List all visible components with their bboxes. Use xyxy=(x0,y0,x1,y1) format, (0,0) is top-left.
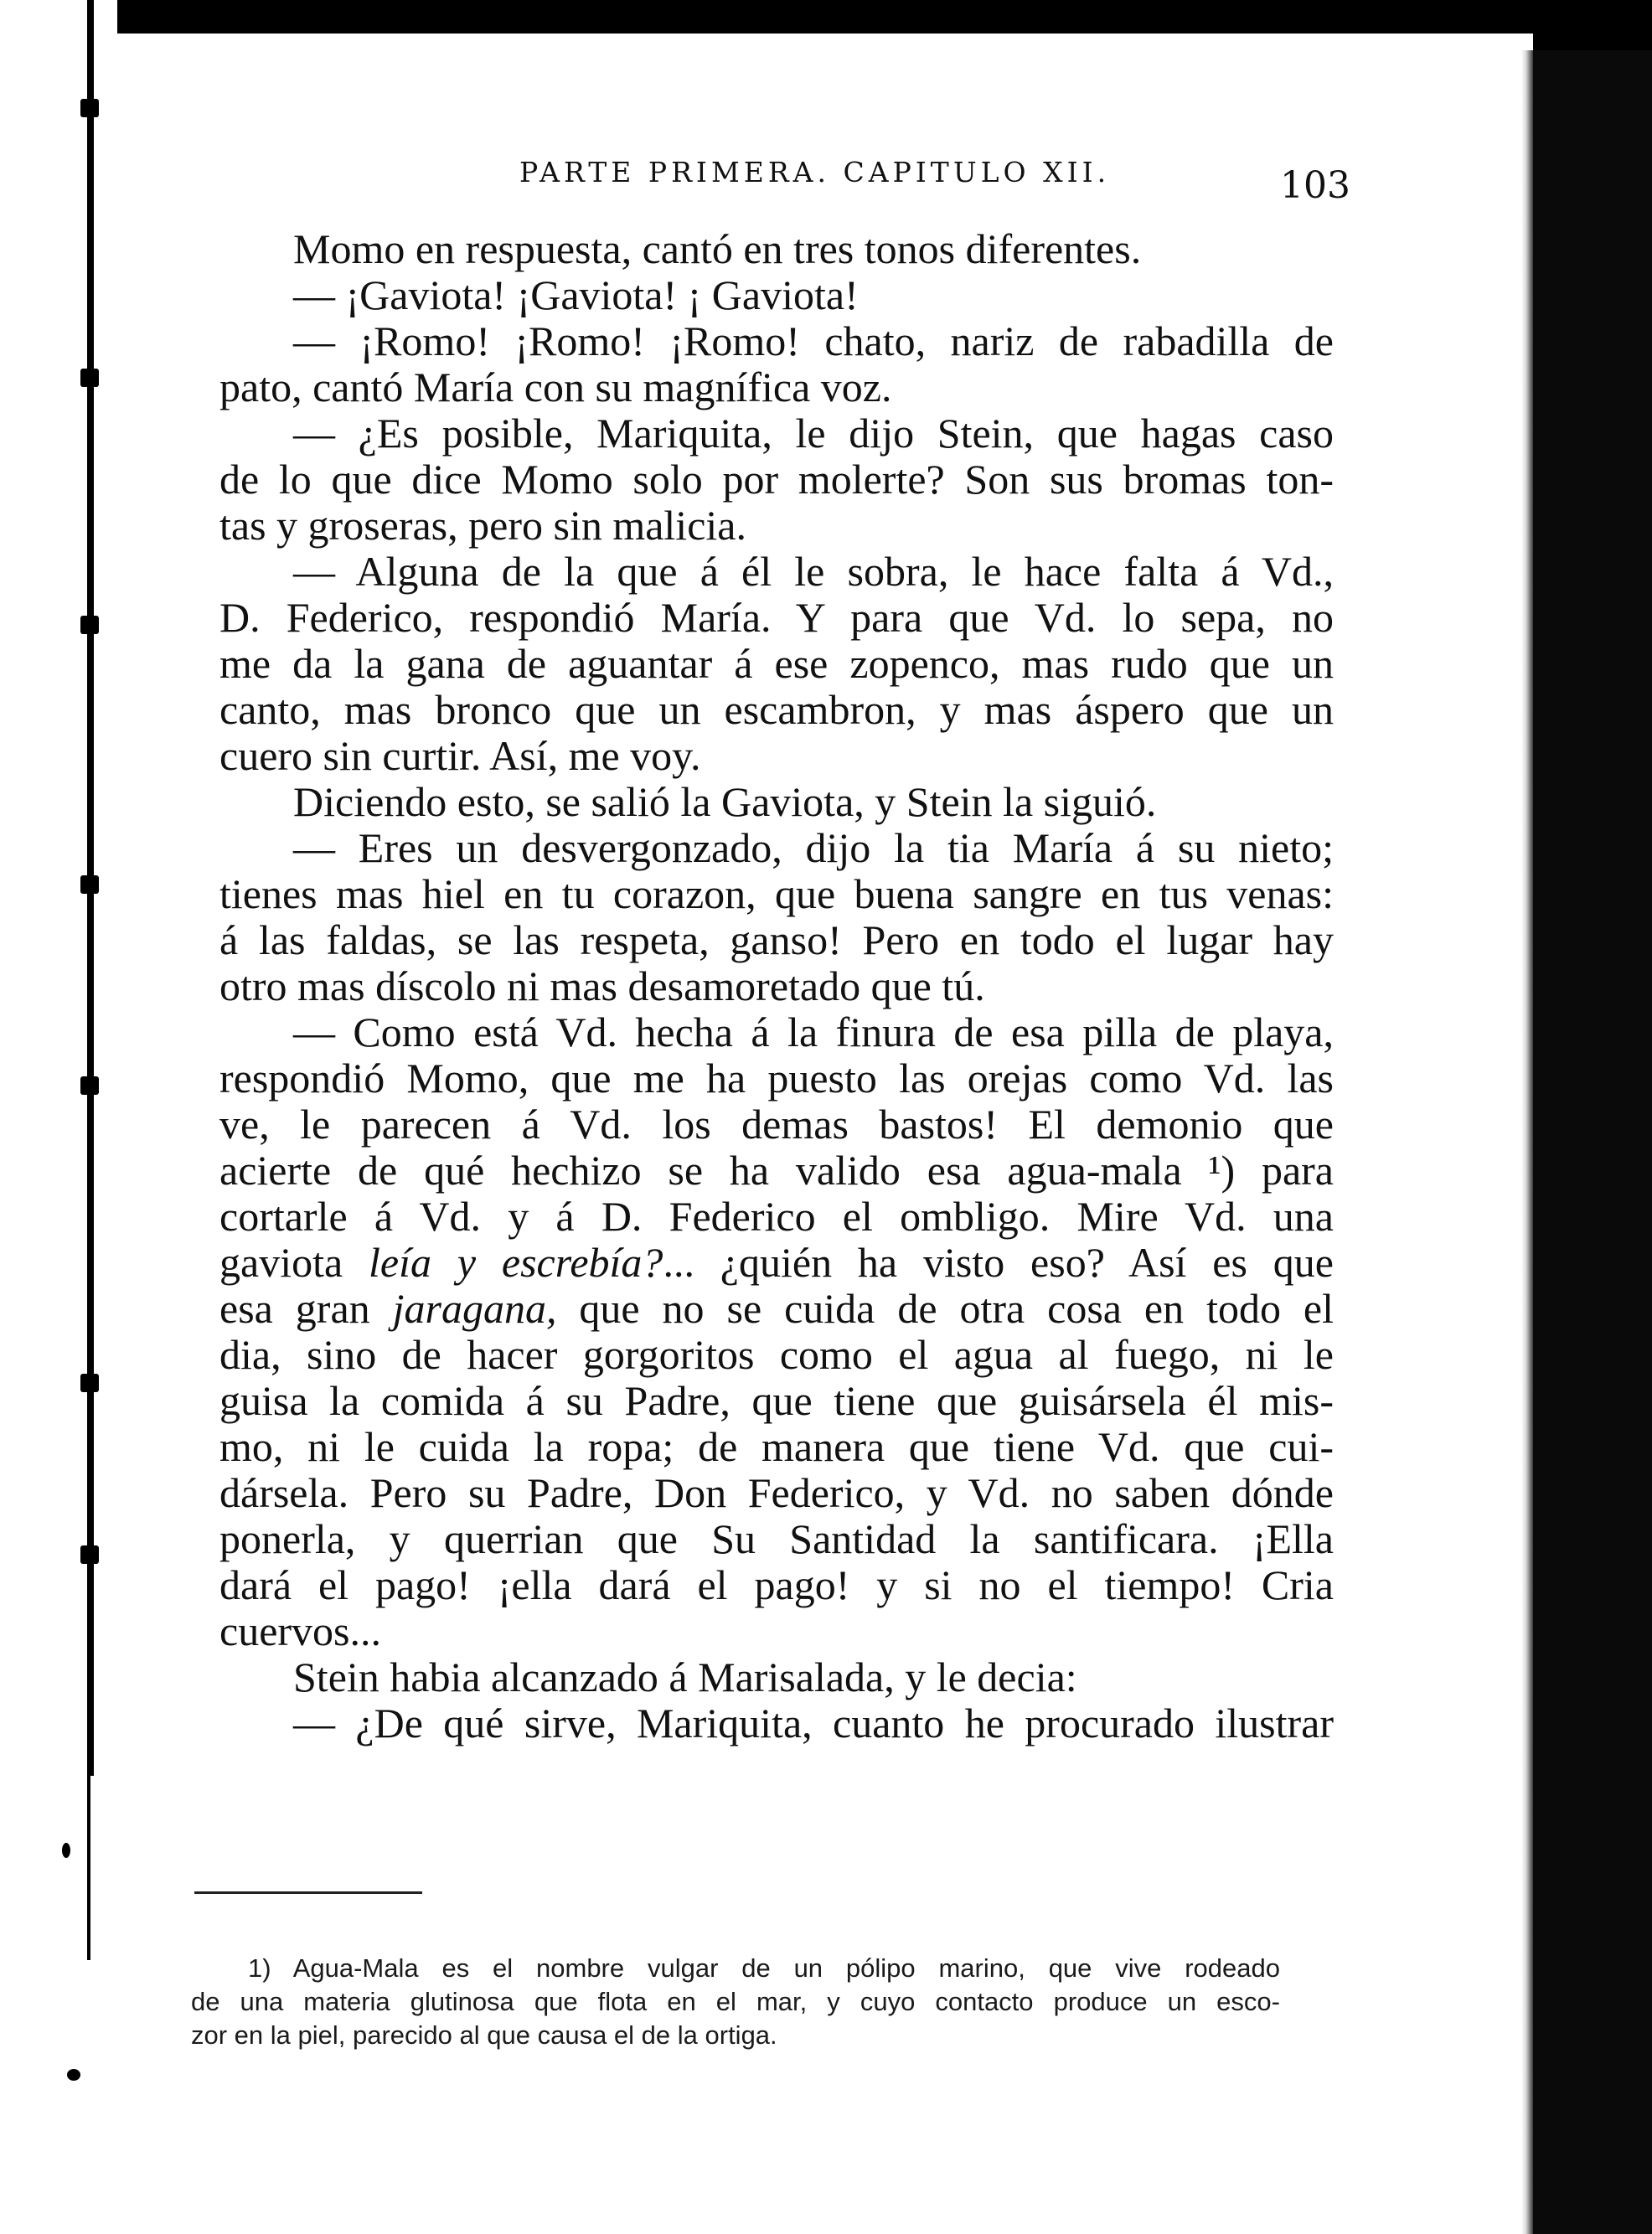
text-run: gaviota xyxy=(219,1240,369,1286)
stitch-mark xyxy=(80,99,99,117)
body-line: cortarle á Vd. y á D. Federico el ombligo. Mire Vd. una xyxy=(219,1194,1334,1240)
body-line: guisa la comida á su Padre, que tiene que guisársela él mis- xyxy=(219,1378,1334,1424)
body-line: Stein habia alcanzado á Marisalada, y le decia: xyxy=(293,1654,1077,1700)
body-line: — ¿Es posible, Mariquita, le dijo Stein, que hagas caso xyxy=(293,410,1334,457)
body-line: cuero sin curtir. Así, me voy. xyxy=(219,733,701,779)
text-run: ... ¿quién ha visto eso? Así es que xyxy=(663,1240,1334,1286)
speck xyxy=(62,1843,70,1858)
body-text xyxy=(219,226,1334,1746)
body-line: cuervos... xyxy=(219,1608,381,1654)
body-line: canto, mas bronco que un escambron, y mas áspero que un xyxy=(219,687,1334,733)
footnote xyxy=(191,1952,1280,2052)
body-line: ve, le parecen á Vd. los demas bastos! El demonio que xyxy=(219,1102,1334,1148)
body-line: me da la gana de aguantar á ese zopenco, mas rudo que un xyxy=(219,641,1334,687)
body-line: — ¡Romo! ¡Romo! ¡Romo! chato, nariz de rabadilla de xyxy=(293,318,1334,364)
body-line: pato, cantó María con su magnífica voz. xyxy=(219,364,892,410)
body-line xyxy=(219,1240,1334,1286)
body-line: dará el pago! ¡ella dará el pago! y si no el tiempo! Cria xyxy=(219,1562,1334,1608)
italic-run: leía y escrebía? xyxy=(369,1240,663,1286)
body-line: — Alguna de la que á él le sobra, le hace falta á Vd., xyxy=(293,549,1334,595)
body-line: tas y groseras, pero sin malicia. xyxy=(219,503,746,549)
body-line: ponerla, y querrian que Su Santidad la santificara. ¡Ella xyxy=(219,1516,1334,1562)
body-line: — ¡Gaviota! ¡Gaviota! ¡ Gaviota! xyxy=(293,272,859,318)
footnote-rule xyxy=(194,1891,422,1894)
body-line: dia, sino de hacer gorgoritos como el agua al fuego, ni le xyxy=(219,1332,1334,1378)
text-run: que no se cuida de otra cosa en todo el xyxy=(556,1286,1334,1332)
footnote-line: zor en la piel, parecido al que causa el de la ortiga. xyxy=(191,2020,777,2050)
speck xyxy=(67,2069,80,2081)
italic-run: jaragana, xyxy=(392,1286,557,1332)
body-line: D. Federico, respondió María. Y para que Vd. lo sepa, no xyxy=(219,595,1334,641)
stitch-mark xyxy=(80,369,99,387)
body-line: Diciendo esto, se salió la Gaviota, y Stein la siguió. xyxy=(293,779,1157,825)
body-line: acierte de qué hechizo se ha valido esa agua-mala ¹) para xyxy=(219,1148,1334,1194)
body-line: Momo en respuesta, cantó en tres tonos diferentes. xyxy=(293,226,1142,272)
body-line: — ¿De qué sirve, Mariquita, cuanto he procurado ilustrar xyxy=(293,1700,1334,1746)
body-line xyxy=(219,1286,1334,1332)
stitch-mark xyxy=(80,616,99,634)
body-line: tienes mas hiel en tu corazon, que buena sangre en tus venas: xyxy=(219,871,1334,917)
scan-border-right xyxy=(1533,50,1652,2234)
footnote-line: 1) Agua-Mala es el nombre vulgar de un pólipo marino, que vive rodeado xyxy=(248,1953,1280,1983)
body-line: mo, ni le cuida la ropa; de manera que tiene Vd. que cui- xyxy=(219,1424,1334,1470)
stitch-mark xyxy=(80,1374,99,1392)
body-line: á las faldas, se las respeta, ganso! Pero en todo el lugar hay xyxy=(219,917,1334,963)
body-line: otro mas díscolo ni mas desamoretado que tú. xyxy=(219,963,985,1009)
running-header: PARTE PRIMERA. CAPITULO XII. xyxy=(519,156,1111,188)
body-line: — Eres un desvergonzado, dijo la tia María á su nieto; xyxy=(293,825,1334,871)
body-line: dársela. Pero su Padre, Don Federico, y Vd. no saben dónde xyxy=(219,1470,1334,1516)
body-line: de lo que dice Momo solo por molerte? Son sus bromas ton- xyxy=(219,457,1334,503)
binding-thread-lower xyxy=(87,1776,90,1960)
body-line: — Como está Vd. hecha á la finura de esa pilla de playa, xyxy=(293,1009,1334,1055)
footnote-line: de una materia glutinosa que flota en el mar, y cuyo contacto produce un esco- xyxy=(191,1987,1280,2016)
binding-margin xyxy=(0,0,117,2234)
paper-edge-shadow xyxy=(1521,50,1533,2234)
text-run: esa gran xyxy=(219,1286,393,1332)
body-line: respondió Momo, que me ha puesto las orejas como Vd. las xyxy=(219,1055,1334,1102)
stitch-mark xyxy=(80,875,99,894)
stitch-mark xyxy=(80,1076,99,1095)
page-number: 103 xyxy=(1280,164,1350,207)
stitch-mark xyxy=(80,1545,99,1564)
